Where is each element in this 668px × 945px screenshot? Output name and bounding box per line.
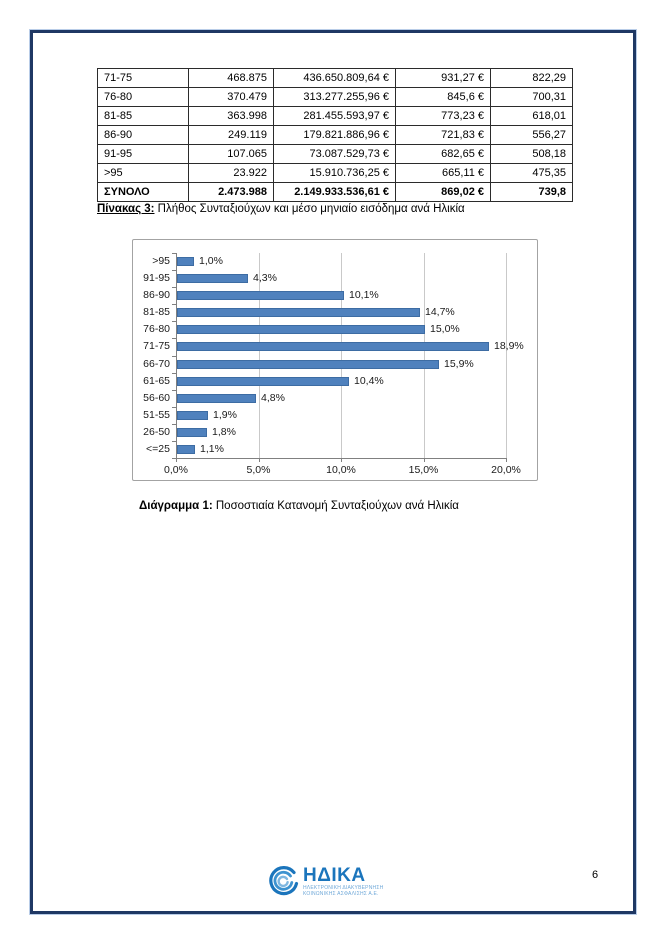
chart-value-label: 4,3% <box>253 272 277 285</box>
table-cell: 249.119 <box>189 126 274 145</box>
chart-x-tick <box>341 458 342 462</box>
chart-category-label: 51-55 <box>143 408 170 421</box>
chart-bar-56-60 <box>177 394 256 403</box>
table-cell: 700,31 <box>491 88 573 107</box>
table-cell: 23.922 <box>189 164 274 183</box>
chart-category-tick <box>172 441 176 442</box>
table-row <box>98 164 573 183</box>
chart-category-tick <box>172 287 176 288</box>
chart-x-tick <box>506 458 507 462</box>
table-cell: 91-95 <box>98 145 189 164</box>
table-row <box>98 69 573 88</box>
table-row <box>98 145 573 164</box>
table-cell: ΣΥΝΟΛΟ <box>98 183 189 202</box>
table-cell: 721,83 € <box>396 126 491 145</box>
chart-bar-66-70 <box>177 360 439 369</box>
chart-value-label: 1,8% <box>212 425 236 438</box>
chart-category-tick <box>172 253 176 254</box>
table-cell: 363.998 <box>189 107 274 126</box>
page-number: 6 <box>591 869 599 881</box>
chart-gridline <box>506 253 507 458</box>
chart-category-label: 86-90 <box>143 289 170 302</box>
table-cell: >95 <box>98 164 189 183</box>
chart-value-label: 1,0% <box>199 255 223 268</box>
chart-value-label: 10,4% <box>354 374 384 387</box>
chart-value-label: 1,1% <box>200 442 224 455</box>
table-cell: 71-75 <box>98 69 189 88</box>
chart-x-tick <box>176 458 177 462</box>
table-cell: 739,8 <box>491 183 573 202</box>
chart-x-tick <box>259 458 260 462</box>
chart-x-tick-label: 15,0% <box>408 464 439 476</box>
table-caption-label: Πίνακας 3: <box>97 203 155 215</box>
chart-category-tick <box>172 390 176 391</box>
chart-value-label: 4,8% <box>261 391 285 404</box>
hdika-logo-text <box>303 866 383 897</box>
table-cell: 2.149.933.536,61 € <box>274 183 396 202</box>
table-total-row <box>98 183 573 202</box>
table-cell: 86-90 <box>98 126 189 145</box>
chart-gridline <box>341 253 342 458</box>
table-cell: 2.473.988 <box>189 183 274 202</box>
table-cell: 468.875 <box>189 69 274 88</box>
chart-bar-61-65 <box>177 377 349 386</box>
chart-category-label: <=25 <box>146 442 170 455</box>
table-cell: 475,35 <box>491 164 573 183</box>
chart-category-label: 76-80 <box>143 323 170 336</box>
table-cell: 773,23 € <box>396 107 491 126</box>
chart-x-tick-label: 5,0% <box>246 464 271 476</box>
chart-caption-text: Ποσοστιαία Κατανομή Συνταξιούχων ανά Ηλικία <box>212 500 459 512</box>
chart-category-label: 61-65 <box>143 374 170 387</box>
table-caption <box>97 203 465 215</box>
table-cell: 665,11 € <box>396 164 491 183</box>
chart-category-label: >95 <box>152 255 170 268</box>
chart-value-label: 15,0% <box>430 323 460 336</box>
table-cell: 76-80 <box>98 88 189 107</box>
table-cell: 931,27 € <box>396 69 491 88</box>
table-row <box>98 88 573 107</box>
chart-bar-86-90 <box>177 291 344 300</box>
table-cell: 15.910.736,25 € <box>274 164 396 183</box>
table-cell: 370.479 <box>189 88 274 107</box>
table-cell: 81-85 <box>98 107 189 126</box>
chart-value-label: 10,1% <box>349 289 379 302</box>
table-cell: 556,27 <box>491 126 573 145</box>
chart-bar-26-50 <box>177 428 207 437</box>
table-cell: 682,65 € <box>396 145 491 164</box>
table-caption-text: Πλήθος Συνταξιούχων και μέσο μηνιαίο εισόδημα ανά Ηλικία <box>154 203 465 215</box>
chart-category-tick <box>172 356 176 357</box>
chart-bar-91-95 <box>177 274 248 283</box>
hdika-logo-name: ΗΔΙΚΑ <box>303 865 366 886</box>
chart-category-label: 56-60 <box>143 391 170 404</box>
chart-x-tick-label: 20,0% <box>491 464 521 476</box>
chart-category-label: 71-75 <box>143 340 170 353</box>
chart-value-label: 14,7% <box>425 306 455 319</box>
pension-data-table <box>97 68 573 202</box>
hdika-logo-subtitle: ΗΛΕΚΤΡΟΝΙΚΗ ΔΙΑΚΥΒΕΡΝΗΣΗ ΚΟΙΝΩΝΙΚΗΣ ΑΣΦΑΛΙΣΗΣ Α.Ε. <box>303 885 384 897</box>
table-cell: 313.277.255,96 € <box>274 88 396 107</box>
chart-bar-71-75 <box>177 342 489 351</box>
chart-category-label: 26-50 <box>143 425 170 438</box>
table-cell: 179.821.886,96 € <box>274 126 396 145</box>
chart-category-label: 91-95 <box>143 272 170 285</box>
chart-category-tick <box>172 321 176 322</box>
table-cell: 508,18 <box>491 145 573 164</box>
table-cell: 281.455.593,97 € <box>274 107 396 126</box>
table-cell: 618,01 <box>491 107 573 126</box>
chart-caption-label: Διάγραμμα 1: <box>139 500 213 512</box>
table-cell: 869,02 € <box>396 183 491 202</box>
chart-bar-51-55 <box>177 411 208 420</box>
chart-value-label: 1,9% <box>213 408 237 421</box>
chart-category-tick <box>172 407 176 408</box>
chart-category-label: 81-85 <box>143 306 170 319</box>
hdika-swirl-icon <box>268 866 300 900</box>
table-row <box>98 126 573 145</box>
table-cell: 107.065 <box>189 145 274 164</box>
hdika-logo <box>268 866 383 900</box>
chart-caption <box>139 500 459 512</box>
chart-gridline <box>424 253 425 458</box>
chart-category-tick <box>172 424 176 425</box>
table-cell: 822,29 <box>491 69 573 88</box>
chart-category-tick <box>172 373 176 374</box>
chart-category-label: 66-70 <box>143 357 170 370</box>
table-row <box>98 107 573 126</box>
chart-bar-<=25 <box>177 445 195 454</box>
table-cell: 73.087.529,73 € <box>274 145 396 164</box>
chart-bar->95 <box>177 257 194 266</box>
chart-x-tick-label: 10,0% <box>326 464 356 476</box>
chart-category-tick <box>172 304 176 305</box>
age-distribution-bar-chart <box>132 239 538 481</box>
chart-category-tick <box>172 338 176 339</box>
chart-x-tick-label: 0,0% <box>164 464 188 476</box>
table-cell: 845,6 € <box>396 88 491 107</box>
chart-x-tick <box>424 458 425 462</box>
chart-bar-81-85 <box>177 308 420 317</box>
chart-value-label: 15,9% <box>444 357 474 370</box>
chart-category-tick <box>172 270 176 271</box>
chart-value-label: 18,9% <box>494 340 524 353</box>
chart-bar-76-80 <box>177 325 425 334</box>
table-cell: 436.650.809,64 € <box>274 69 396 88</box>
